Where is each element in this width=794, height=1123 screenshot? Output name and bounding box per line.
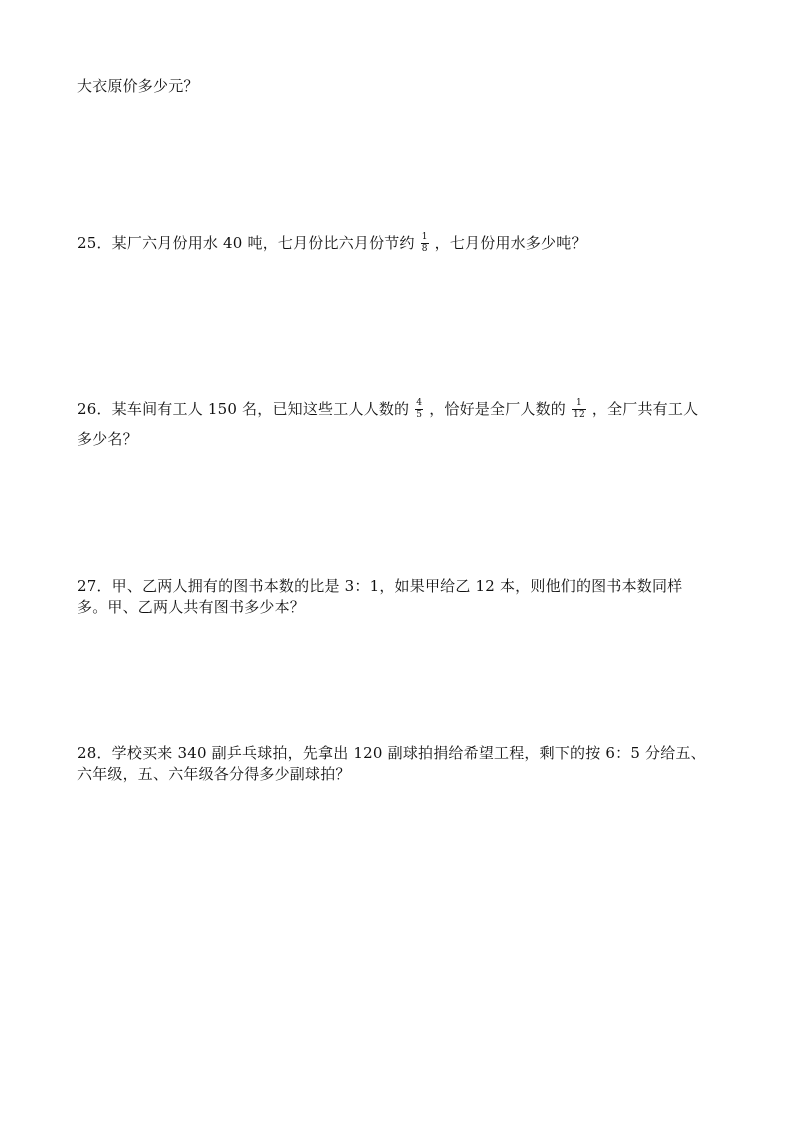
fraction-one-eighth (421, 233, 429, 254)
fraction-numerator: 1 (421, 231, 428, 242)
question-25 (77, 233, 587, 255)
question-26-line-2: 多少名？ (77, 430, 138, 448)
question-25-text-end: ，七月份用水多少吨？ (434, 234, 587, 252)
fraction-denominator: 8 (421, 243, 428, 254)
fraction-denominator: 12 (573, 409, 585, 420)
question-26-line-1 (77, 399, 698, 421)
fraction-denominator: 5 (416, 409, 423, 420)
question-26-text-end: ，全厂共有工人 (591, 400, 699, 418)
question-27-line-2: 多。甲、乙两人共有图书多少本？ (77, 598, 306, 616)
fraction-one-twelfth (572, 399, 586, 420)
question-28-line-1: 28．学校买来 340 副乒乓球拍，先拿出 120 副球拍捐给希望工程，剩下的按 6：5 分给五、 (77, 744, 706, 762)
question-26-text-start: 26．某车间有工人 150 名，已知这些工人人数的 (77, 400, 410, 418)
fraction-numerator: 4 (416, 397, 423, 408)
question-28-line-2: 六年级，五、六年级各分得多少副球拍？ (77, 765, 351, 783)
question-27-line-1: 27．甲、乙两人拥有的图书本数的比是 3：1，如果甲给乙 12 本，则他们的图书本数同样 (77, 577, 683, 595)
fraction-numerator: 1 (572, 399, 586, 410)
fraction-four-fifths (415, 399, 423, 420)
question-25-text-start: 25．某厂六月份用水 40 吨，七月份比六月份节约 (77, 234, 415, 252)
question-26-text-middle: ，恰好是全厂人数的 (429, 400, 567, 418)
question-24-continuation: 大衣原价多少元？ (77, 77, 199, 95)
